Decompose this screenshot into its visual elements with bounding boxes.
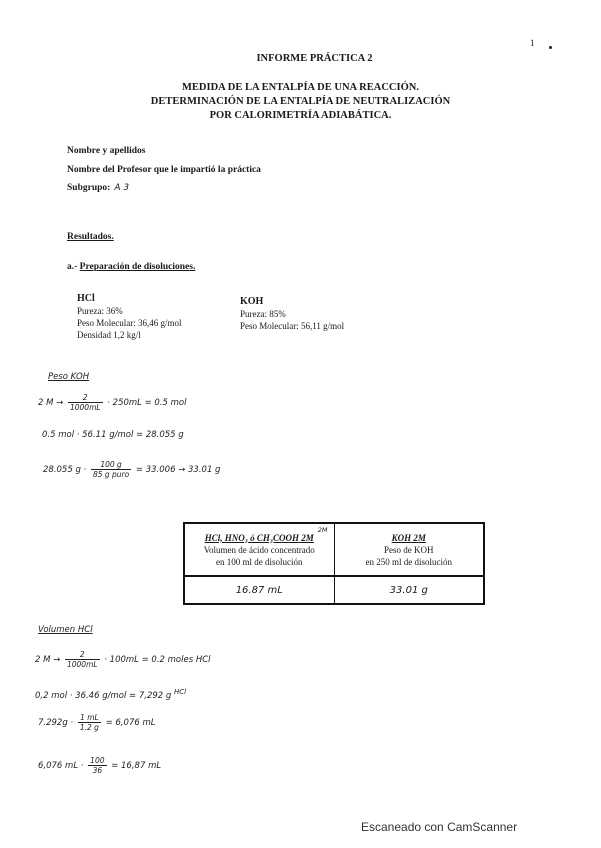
koh-calc-1-fraction xyxy=(68,393,103,412)
hcl-calc-1-den: 1000mL xyxy=(66,660,98,669)
koh-calc-1-left: 2 M → xyxy=(38,398,64,408)
hcl-calc-3-num: 1 mL xyxy=(78,713,101,723)
hcl-calc-3-right: = 6,076 mL xyxy=(105,718,156,728)
section-heading xyxy=(67,262,195,272)
koh-molecular-weight: Peso Molecular: 56,11 g/mol xyxy=(240,321,345,331)
hcl-properties xyxy=(77,293,182,341)
acid-volume-value: 16.87 mL xyxy=(235,584,283,596)
page-number: 1 xyxy=(530,38,535,48)
koh-calc-label: Peso KOH xyxy=(48,372,90,382)
table-value-row xyxy=(184,576,484,604)
hcl-calc-4-den: 36 xyxy=(92,766,103,775)
koh-calc-1-num: 2 xyxy=(68,393,103,403)
koh-calc-1-right: · 250mL = 0.5 mol xyxy=(107,398,187,408)
koh-name: KOH xyxy=(240,296,264,307)
koh-calc-line-2: 0.5 mol · 56.11 g/mol = 28.055 g xyxy=(42,430,184,440)
koh-calc-line-3 xyxy=(43,460,220,479)
koh-weight-value: 33.01 g xyxy=(389,584,428,596)
hcl-calc-1-left: 2 M → xyxy=(35,655,61,665)
hcl-calc-line-3 xyxy=(38,713,156,732)
koh-calc-3-right: = 33.006 → 33.01 g xyxy=(135,465,221,475)
hcl-calc-line-2 xyxy=(35,688,186,701)
hcl-calc-3-den: 1.2 g xyxy=(79,723,99,732)
hcl-calc-3-fraction xyxy=(78,713,101,732)
table-col-koh xyxy=(334,523,484,576)
results-heading: Resultados. xyxy=(67,232,114,242)
hcl-density: Densidad 1,2 kg/l xyxy=(77,330,141,340)
subgroup-value: A 3 xyxy=(114,183,130,193)
hcl-calc-2-text: 0,2 mol · 36.46 g/mol = 7,292 g xyxy=(35,690,172,701)
professor-field-label: Nombre del Profesor que le impartió la práctica xyxy=(67,165,261,175)
koh-calc-line-1 xyxy=(38,393,187,412)
koh-purity: Pureza: 85% xyxy=(240,309,286,319)
koh-column-desc-1: Peso de KOH xyxy=(384,544,434,555)
hcl-calc-line-4 xyxy=(38,756,161,775)
acid-column-title: HCl, HNO₃ ó CH₃COOH 2M xyxy=(204,532,314,543)
hcl-calc-label: Volumen HCl xyxy=(38,625,93,635)
results-table xyxy=(183,522,485,605)
koh-weight-cell xyxy=(334,576,484,604)
koh-column-title: KOH 2M xyxy=(391,532,426,543)
acid-column-desc-2: en 100 ml de disolución xyxy=(216,556,303,567)
hcl-calc-line-1 xyxy=(35,650,211,669)
table-header-row xyxy=(184,523,484,576)
koh-calc-3-num: 100 g xyxy=(91,460,131,470)
hcl-calc-1-num: 2 xyxy=(65,650,100,660)
hcl-calc-4-num: 100 xyxy=(90,756,105,765)
acid-column-desc-1: Volumen de ácido concentrado xyxy=(203,544,315,555)
section-title: Preparación de disoluciones. xyxy=(79,262,196,272)
hcl-molecular-weight: Peso Molecular: 36,46 g/mol xyxy=(77,318,182,328)
hcl-calc-3-left: 7.292g · xyxy=(38,718,74,728)
hcl-calc-1-fraction xyxy=(65,650,100,669)
hcl-calc-2-tag: HCl xyxy=(173,688,187,696)
report-subtitle-line-3: POR CALORIMETRÍA ADIABÁTICA. xyxy=(209,110,392,121)
koh-calc-3-fraction xyxy=(91,460,131,479)
subgroup-field xyxy=(67,183,129,193)
acid-concentration-annotation: 2M xyxy=(317,526,328,534)
hcl-name: HCl xyxy=(77,293,95,304)
hcl-calc-4-fraction xyxy=(88,756,106,775)
section-prefix: a.- xyxy=(67,262,78,272)
report-subtitle-line-1: MEDIDA DE LA ENTALPÍA DE UNA REACCIÓN. xyxy=(182,82,419,93)
hcl-purity: Pureza: 36% xyxy=(77,306,123,316)
hcl-calc-1-right: · 100mL = 0.2 moles HCl xyxy=(104,655,211,665)
subgroup-label: Subgrupo: xyxy=(67,183,111,193)
koh-calc-3-left: 28.055 g · xyxy=(43,465,87,475)
scan-speck xyxy=(549,46,552,49)
koh-properties xyxy=(240,296,344,332)
koh-column-desc-2: en 250 ml de disolución xyxy=(365,556,452,567)
acid-volume-cell xyxy=(184,576,334,604)
scanner-watermark: Escaneado con CamScanner xyxy=(361,820,518,834)
table-col-acid xyxy=(184,523,334,576)
hcl-calc-4-right: = 16,87 mL xyxy=(111,761,162,771)
report-title: INFORME PRÁCTICA 2 xyxy=(256,53,373,64)
koh-calc-1-den: 1000mL xyxy=(69,403,101,412)
koh-calc-3-den: 85 g puro xyxy=(92,470,130,479)
hcl-calc-4-left: 6,076 mL · xyxy=(38,761,84,771)
name-field-label: Nombre y apellidos xyxy=(67,146,146,156)
report-subtitle-line-2: DETERMINACIÓN DE LA ENTALPÍA DE NEUTRALIZACIÓN xyxy=(150,96,451,107)
